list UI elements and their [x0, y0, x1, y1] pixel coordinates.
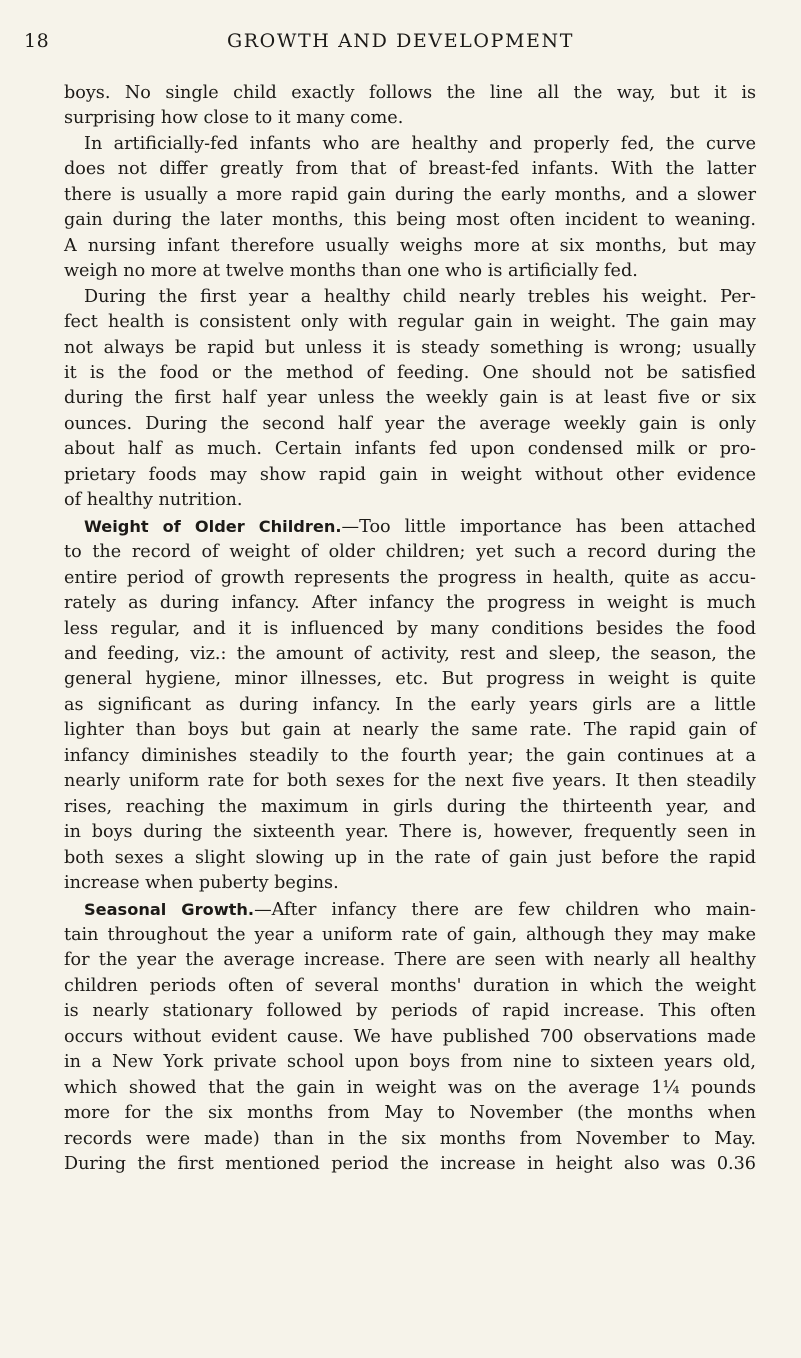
text-line: weigh no more at twelve months than one who is artificially fed. [64, 261, 638, 282]
text-line: in boys during the sixteenth year. There is, however, frequently seen in [64, 822, 756, 843]
text-line: surprising how close to it many come. [64, 108, 404, 129]
paragraph [64, 81, 756, 132]
text-line: of healthy nutrition. [64, 490, 243, 511]
paragraph [64, 285, 756, 514]
text-line: In artificially-fed infants who are healthy and properly fed, the curve [84, 133, 756, 154]
paragraph [64, 132, 756, 285]
text-line: both sexes a slight slowing up in the rate of gain just before the rapid [64, 847, 756, 868]
section-heading: Weight of Older Children. [84, 516, 342, 536]
text-line: and feeding, viz.: the amount of activity, rest and sleep, the season, the [64, 643, 756, 664]
text-line [64, 514, 756, 540]
running-head [0, 30, 801, 58]
text-line: to the record of weight of older children; yet such a record during the [64, 542, 756, 563]
text-line: not always be rapid but unless it is steady something is wrong; usually [64, 337, 756, 358]
text-line-rest: —After infancy there are few children who main- [254, 899, 756, 920]
text-line [64, 897, 756, 923]
text-line: entire period of growth represents the progress in health, quite as accu- [64, 567, 756, 588]
text-line: fect health is consistent only with regular gain in weight. The gain may [64, 312, 756, 333]
text-line: During the first year a healthy child nearly trebles his weight. Per- [84, 286, 756, 307]
text-line: about half as much. Certain infants fed upon condensed milk or pro- [64, 439, 756, 460]
text-line: A nursing infant therefore usually weighs more at six months, but may [64, 235, 756, 256]
text-line: is nearly stationary followed by periods of rapid increase. This often [64, 1001, 756, 1022]
text-line: gain during the later months, this being most often incident to weaning. [64, 210, 756, 231]
text-line: During the first mentioned period the increase in height also was 0.36 [64, 1154, 756, 1175]
text-line: records were made) than in the six months from November to May. [64, 1128, 756, 1149]
text-line-rest: —Too little importance has been attached [341, 516, 756, 537]
text-line: tain throughout the year a uniform rate of gain, although they may make [64, 924, 756, 945]
text-line: ounces. During the second half year the average weekly gain is only [64, 413, 756, 434]
text-line: does not differ greatly from that of breast-fed infants. With the latter [64, 159, 756, 180]
text-line: lighter than boys but gain at nearly the same rate. The rapid gain of [64, 720, 756, 741]
text-line: infancy diminishes steadily to the fourth year; the gain continues at a [64, 745, 756, 766]
text-line: in a New York private school upon boys from nine to sixteen years old, [64, 1052, 756, 1073]
text-line: for the year the average increase. There are seen with nearly all healthy [64, 950, 756, 971]
text-line: rately as during infancy. After infancy the progress in weight is much [64, 593, 756, 614]
text-line: more for the six months from May to November (the months when [64, 1103, 756, 1124]
text-line: boys. No single child exactly follows the line all the way, but it is [64, 83, 756, 103]
body-text [64, 81, 756, 1177]
paragraph [64, 514, 756, 897]
page-number: 18 [24, 30, 50, 52]
text-line: nearly uniform rate for both sexes for the next five years. It then steadily [64, 771, 756, 792]
text-line: prietary foods may show rapid gain in weight without other evidence [64, 464, 756, 485]
section-heading: Seasonal Growth. [84, 899, 255, 919]
text-line: children periods often of several months' duration in which the weight [64, 975, 756, 996]
text-line: rises, reaching the maximum in girls during the thirteenth year, and [64, 796, 756, 817]
text-line: which showed that the gain in weight was on the average 1¼ pounds [64, 1077, 756, 1098]
text-line: during the first half year unless the weekly gain is at least five or six [64, 388, 756, 409]
text-line: it is the food or the method of feeding. One should not be satisfied [64, 362, 756, 383]
paragraph [64, 897, 756, 1178]
text-line: there is usually a more rapid gain during the early months, and a slower [64, 184, 756, 205]
text-line: as significant as during infancy. In the early years girls are a little [64, 694, 756, 715]
text-line: general hygiene, minor illnesses, etc. But progress in weight is quite [64, 669, 756, 690]
text-line: less regular, and it is influenced by many conditions besides the food [64, 618, 756, 639]
text-line: occurs without evident cause. We have published 700 observations made [64, 1026, 756, 1047]
running-title: GROWTH AND DEVELOPMENT [227, 30, 574, 52]
text-line: increase when puberty begins. [64, 873, 339, 894]
